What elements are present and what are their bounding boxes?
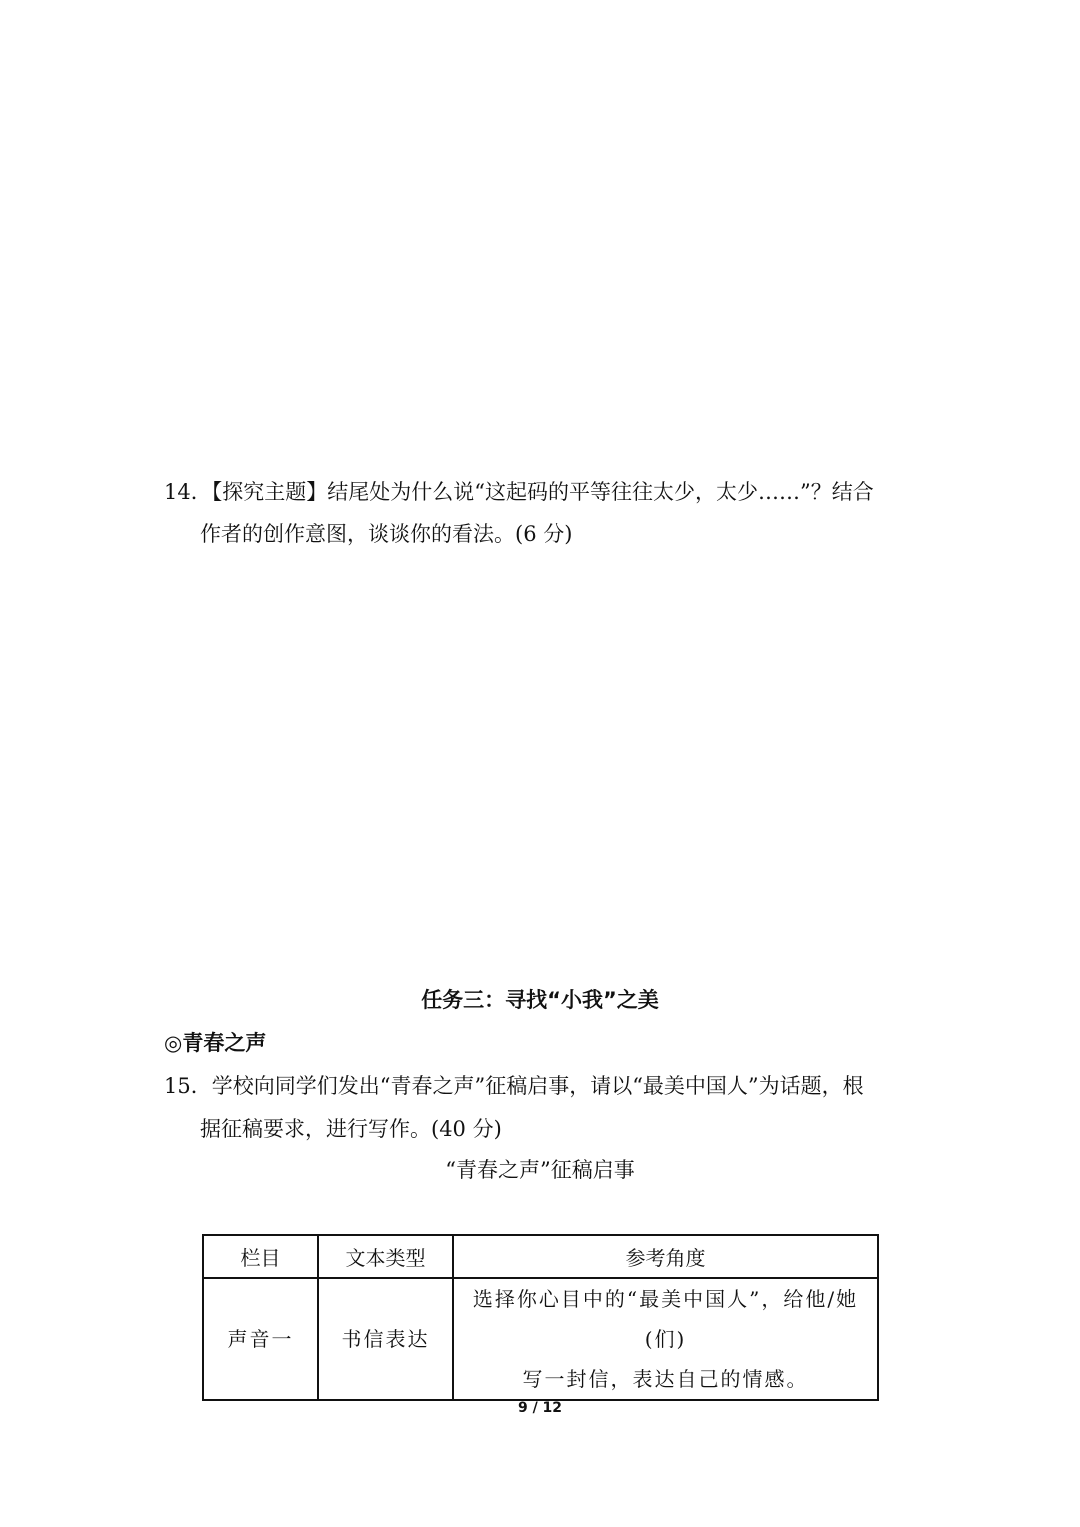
header-column: 栏目 [203, 1235, 318, 1278]
reference-angle-line-2: 写一封信，表达自己的情感。 [522, 1367, 809, 1391]
reference-angle-line-1: 选择你心目中的“最美中国人”，给他/她(们) [472, 1287, 859, 1351]
page-number: 9 / 12 [517, 1400, 563, 1416]
task-3-heading: 任务三：寻找“小我”之美 [421, 988, 659, 1012]
cell-column: 声音一 [203, 1278, 318, 1400]
cell-reference-angle [453, 1278, 878, 1400]
question-14-text-line-1: 14．【探究主题】结尾处为什么说“这起码的平等往往太少，太少……”？结合 [164, 480, 874, 504]
section-label: ◎青春之声 [164, 1031, 267, 1055]
table-row [203, 1278, 878, 1400]
header-text-type: 文本类型 [318, 1235, 453, 1278]
header-reference-angle: 参考角度 [453, 1235, 878, 1278]
cell-text-type: 书信表达 [318, 1278, 453, 1400]
question-15-text-line-2: 据征稿要求，进行写作。(40 分) [200, 1117, 502, 1141]
question-14-text-line-2: 作者的创作意图，谈谈你的看法。(6 分) [200, 522, 573, 546]
submission-requirements-table [202, 1234, 879, 1401]
question-15-text-line-1: 15．学校向同学们发出“青春之声”征稿启事，请以“最美中国人”为话题，根 [164, 1074, 864, 1098]
table-header-row [203, 1235, 878, 1278]
notice-title: “青春之声”征稿启事 [445, 1158, 635, 1182]
